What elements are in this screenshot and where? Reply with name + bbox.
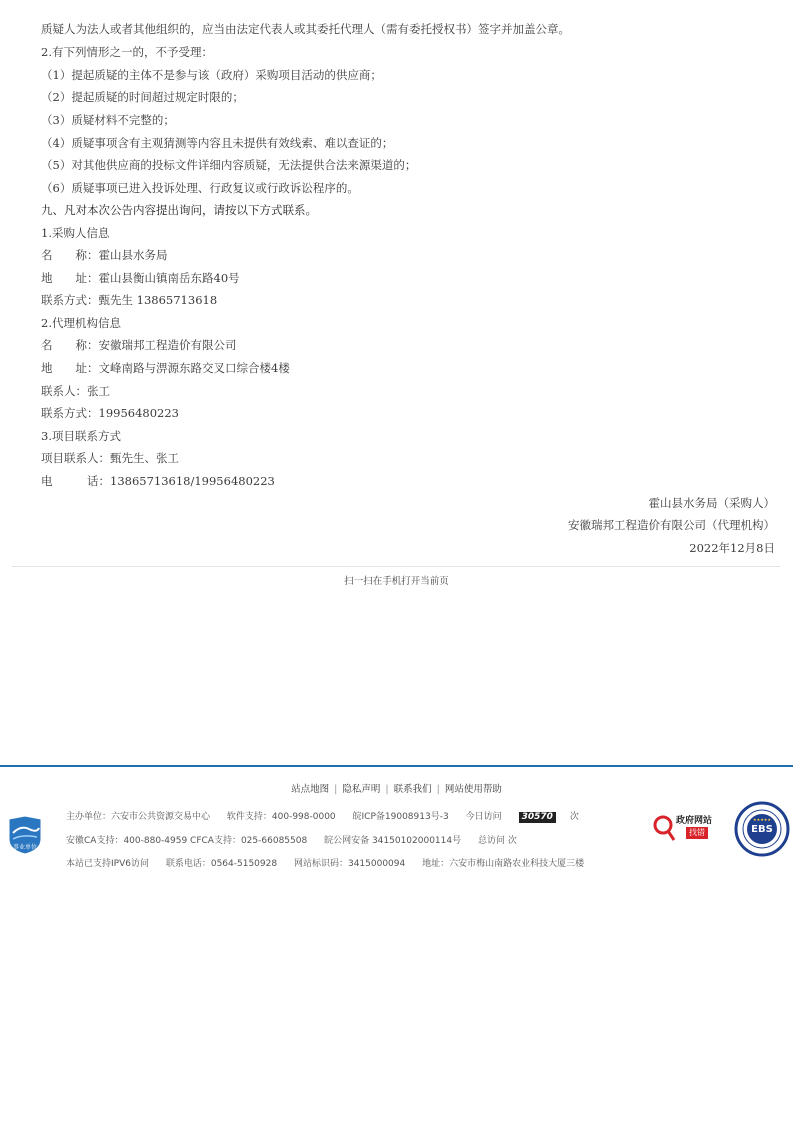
- footer-row-3: [66, 856, 598, 869]
- divider: |: [436, 784, 440, 795]
- project-phone: 13865713618/19956480223: [110, 474, 275, 488]
- footer-icp[interactable]: 皖ICP备19008913号-3: [352, 812, 449, 822]
- ebs-label: EBS: [751, 824, 773, 835]
- section-heading: 九、凡对本次公告内容提出询问，请按以下方式联系。: [41, 203, 317, 217]
- divider: |: [385, 784, 389, 795]
- footer-link-help[interactable]: 网站使用帮助: [444, 784, 502, 795]
- agency-name: 安徽瑞邦工程造价有限公司: [98, 338, 237, 352]
- text-line: （1）提起质疑的主体不是参与该（政府）采购项目活动的供应商；: [41, 68, 382, 82]
- agency-name-row: [41, 337, 237, 353]
- signature-purchaser: 霍山县水务局（采购人）: [648, 496, 775, 510]
- footer-police-record[interactable]: 皖公网安备 34150102000114号: [324, 836, 462, 846]
- purchaser-contact-row: [41, 292, 217, 308]
- purchaser-name: 霍山县水务局: [98, 248, 168, 262]
- purchaser-address-row: [41, 270, 240, 286]
- project-person-row: [41, 450, 179, 466]
- footer-total-visits: 总访问 次: [477, 836, 517, 846]
- svg-text:★★★★★: ★★★★★: [753, 817, 771, 822]
- purchaser-name-row: [41, 247, 168, 263]
- footer-site-id: 网站标识码：3415000094: [293, 859, 406, 869]
- footer-link-sitemap[interactable]: 站点地图: [291, 784, 330, 795]
- label: 电 话：: [41, 474, 110, 488]
- agency-address-row: [41, 360, 290, 376]
- label: 名 称：: [41, 248, 99, 262]
- footer-address: 地址：六安市梅山南路农业科技大厦三楼: [422, 859, 585, 869]
- footer-row-2: [66, 833, 531, 846]
- label: 联系方式：: [41, 293, 99, 307]
- agency-title: 2.代理机构信息: [41, 316, 121, 330]
- signature-agency: 安徽瑞邦工程造价有限公司（代理机构）: [568, 518, 775, 532]
- site-footer: [0, 765, 793, 877]
- gov-logo-title: 政府网站: [676, 816, 713, 826]
- text-line: （2）提起质疑的时间超过规定时限的；: [41, 90, 244, 104]
- public-institution-badge[interactable]: [7, 815, 43, 855]
- today-label: 今日访问: [465, 812, 502, 822]
- gov-site-error-report-logo[interactable]: [652, 812, 722, 844]
- text-line: （3）质疑材料不完整的；: [41, 113, 175, 127]
- purchaser-address: 霍山县衡山镇南岳东路40号: [98, 271, 240, 285]
- footer-ipv6: 本站已支持IPV6访问: [66, 859, 149, 869]
- text-line: （5）对其他供应商的投标文件详细内容质疑，无法提供合法来源渠道的；: [41, 158, 417, 172]
- footer-today-visits: [466, 812, 593, 822]
- divider: [12, 566, 780, 567]
- signature-date: 2022年12月8日: [689, 541, 775, 555]
- text-line: （4）质疑事项含有主观猜测等内容且未提供有效线索、难以查证的；: [41, 136, 394, 150]
- footer-links: [0, 781, 793, 795]
- label: 名 称：: [41, 338, 99, 352]
- footer-link-contact[interactable]: 联系我们: [393, 784, 432, 795]
- text-line: （6）质疑事项已进入投诉处理、行政复议或行政诉讼程序的。: [41, 181, 359, 195]
- agency-contact: 19956480223: [98, 406, 179, 420]
- agency-address: 文峰南路与淠源东路交叉口综合楼4楼: [98, 361, 290, 375]
- footer-ca-support: 安徽CA支持：400-880-4959 CFCA支持：025-66085508: [66, 836, 308, 846]
- label: 地 址：: [41, 271, 99, 285]
- visit-counter: 30570: [519, 812, 556, 823]
- footer-sponsor: 主办单位：六安市公共资源交易中心: [66, 812, 211, 822]
- purchaser-contact: 甄先生 13865713618: [98, 293, 218, 307]
- divider: |: [334, 784, 338, 795]
- label: 地 址：: [41, 361, 99, 375]
- gov-logo-sub: 找错: [686, 827, 708, 839]
- agency-person: 张工: [87, 384, 110, 398]
- project-phone-row: [41, 473, 275, 489]
- purchaser-title: 1.采购人信息: [41, 226, 110, 240]
- agency-person-row: [41, 383, 110, 399]
- project-title: 3.项目联系方式: [41, 429, 121, 443]
- label: 项目联系人：: [41, 451, 110, 465]
- text-line: 质疑人为法人或者其他组织的，应当由法定代表人或其委托代理人（需有委托授权书）签字并加盖公章。: [41, 22, 570, 36]
- magnifier-icon: [652, 813, 676, 843]
- footer-phone: 联系电话：0564-5150928: [165, 859, 278, 869]
- footer-link-privacy[interactable]: 隐私声明: [342, 784, 381, 795]
- footer-software-support: 软件支持：400-998-0000: [226, 812, 336, 822]
- today-unit: 次: [569, 812, 579, 822]
- label: 联系方式：: [41, 406, 99, 420]
- label: 联系人：: [41, 384, 87, 398]
- scan-qr-link[interactable]: 扫一扫在手机打开当前页: [344, 576, 449, 587]
- project-person: 甄先生、张工: [110, 451, 179, 465]
- footer-row-1: [66, 809, 593, 823]
- agency-contact-row: [41, 405, 179, 421]
- text-line: 2.有下列情形之一的，不予受理：: [41, 45, 213, 59]
- ebs-certification-logo[interactable]: [734, 801, 790, 857]
- badge-label: 事业单位: [12, 844, 37, 851]
